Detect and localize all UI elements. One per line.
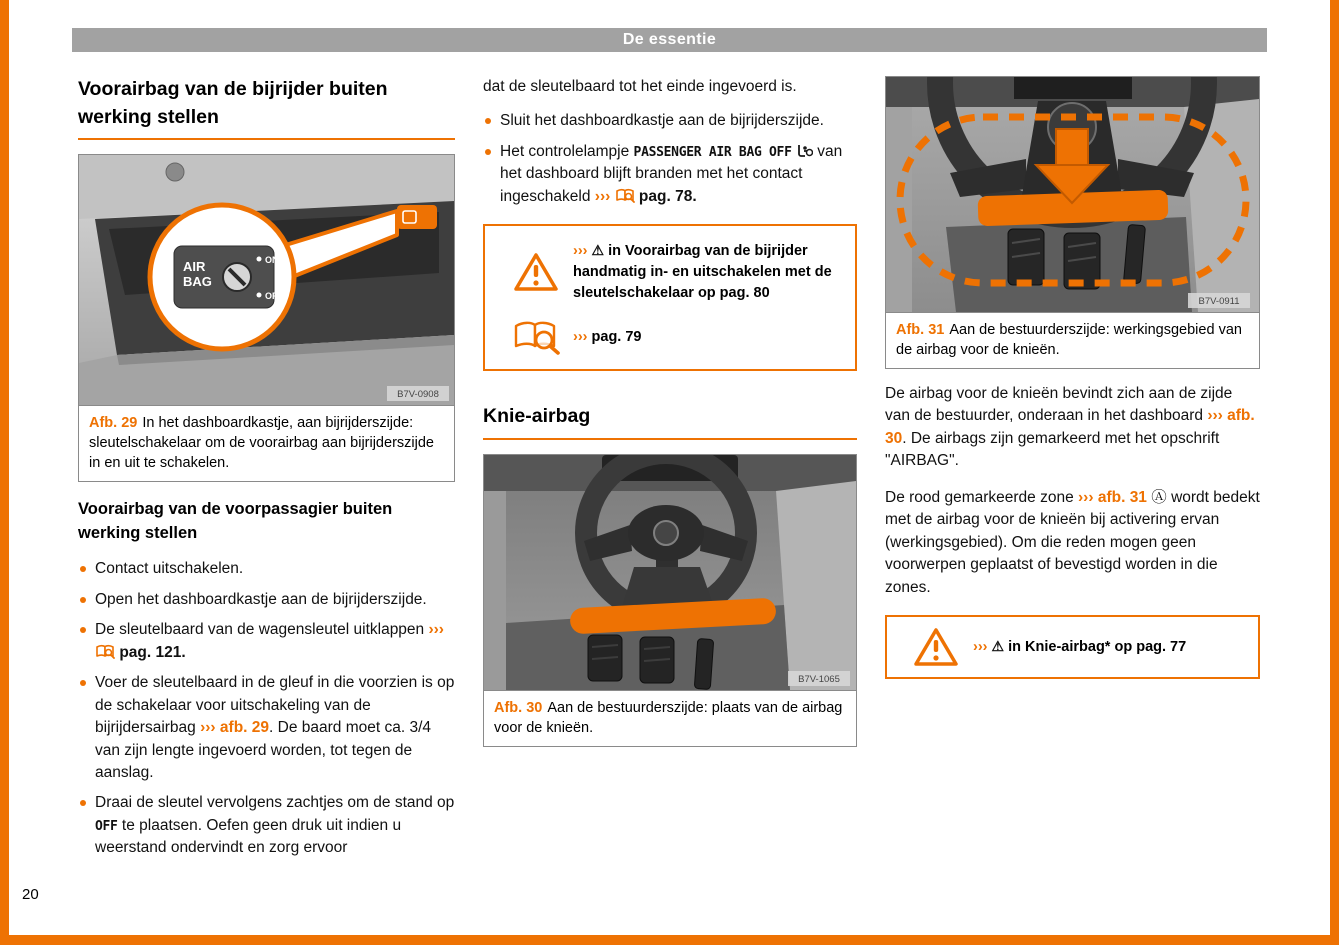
accelerator-pedal: [694, 639, 713, 690]
continuation-paragraph: dat de sleutelbaard tot het einde ingevoerd is.: [483, 78, 797, 95]
switch-label-air: AIR: [183, 259, 206, 275]
section-heading: Knie-airbag: [483, 405, 591, 428]
warning-reference-text: in Voorairbag van de bijrijder handmatig in- en uitschakelen met de sleutelschakelaar op pag. 80: [573, 243, 832, 302]
warning-row: [499, 240, 841, 304]
reference-chevrons: ›››: [573, 328, 588, 345]
list-item: [78, 558, 455, 580]
book-search-icon: [615, 188, 635, 203]
figure-code: B7V-0908: [397, 389, 439, 401]
heading-underline: [483, 438, 857, 440]
heading-underline: [78, 138, 455, 140]
list-item: [78, 619, 455, 664]
warning-text: [573, 327, 642, 348]
figure-29-caption: [79, 405, 454, 481]
page-number: 20: [22, 886, 39, 903]
column-left: [78, 76, 455, 868]
warning-triangle-inline-icon: ⚠: [991, 638, 1005, 655]
reference-chevrons: ›››: [573, 243, 588, 260]
figure-caption-text: Aan de bestuurderszijde: werkingsgebied van de airbag voor de knieën.: [896, 322, 1242, 358]
figure-code: B7V-0911: [1198, 296, 1240, 307]
warning-text: [973, 636, 1186, 658]
figure-29: [78, 154, 455, 482]
switch-label-bag: BAG: [183, 274, 212, 290]
figure-caption-text: In het dashboardkastje, aan bijrijderszijde: sleutelschakelaar om de voorairbag aan bijrijderszijde in en uit te schakelen.: [89, 415, 434, 472]
bullet-text: van het dashboard blijft branden met het contact ingeschakeld: [500, 142, 843, 205]
page-reference: pag. 78.: [638, 187, 697, 205]
section-heading: Voorairbag van de bijrijder buiten werking stellen: [78, 78, 388, 128]
figure-31-caption: [886, 312, 1259, 368]
bullet-text: te plaatsen. Oefen geen druk uit indien u weerstand ondervindt en zorg ervoor: [95, 816, 402, 857]
subsection-heading: Voorairbag van de voorpassagier buiten werking stellen: [78, 500, 393, 543]
bullet-text: Contact uitschakelen.: [95, 560, 244, 578]
paragraph-text: wordt bedekt met de airbag voor de knieën bij activering ervan (werkingsgebied). Om die reden mogen geen voorwerpen geplaatst of bevestigd worden in die zones.: [885, 488, 1260, 596]
instruction-list: [483, 110, 857, 208]
paragraph: [885, 487, 1260, 599]
warning-triangle-icon: [899, 627, 973, 667]
list-item: [78, 792, 455, 859]
steering-column: [622, 567, 714, 607]
figure-caption-text: Aan de bestuurderszijde: plaats van de airbag voor de knieën.: [494, 700, 843, 737]
warning-triangle-inline-icon: ⚠: [591, 242, 605, 259]
warning-text: [573, 240, 841, 304]
off-position-label: OFF: [95, 818, 118, 834]
passenger-airbag-off-indicator-icon: [796, 144, 813, 158]
book-search-icon: [499, 319, 573, 355]
reference-chevrons: ›››: [973, 639, 988, 656]
paragraph: [885, 383, 1260, 473]
page-reference: pag. 79: [591, 328, 642, 345]
reference-chevrons: ›››: [1078, 488, 1094, 506]
figure-29-illustration: [79, 155, 454, 405]
reference-chevrons: ›››: [594, 187, 611, 205]
bullet-text: De sleutelbaard van de wagensleutel uitklappen: [95, 621, 425, 639]
chapter-header-bar: [72, 28, 1267, 52]
warning-row: [899, 627, 1246, 667]
figure-30-illustration: [484, 455, 856, 690]
callout-a-badge: Ⓐ: [1151, 488, 1167, 506]
figure-30-caption: [484, 690, 856, 746]
warning-box: [483, 224, 857, 371]
book-search-icon: [95, 644, 115, 659]
bullet-text: Voer de sleutelbaard in de gleuf in die voorzien is op de schakelaar voor uitschakeling van de bijrijdersairbag: [95, 674, 455, 737]
list-item: [78, 589, 455, 611]
paragraph-text: . De airbags zijn gemarkeerd met het opschrift "AIRBAG".: [885, 429, 1220, 470]
figure-30: [483, 454, 857, 747]
reference-chevrons: ›››: [428, 621, 444, 639]
figure-label: Afb. 29: [89, 415, 138, 432]
page-reference: pag. 121.: [119, 643, 186, 661]
reference-chevrons: ›››: [1207, 407, 1223, 425]
page-edge-bottom: [0, 935, 1339, 945]
figure-reference: afb. 29: [219, 719, 270, 737]
paragraph-text: De airbag voor de knieën bevindt zich aan de zijde van de bestuurder, onderaan in het dashboard: [885, 385, 1233, 425]
column-right: [885, 76, 1260, 679]
center-console: [776, 481, 856, 690]
switch-off-label: OFF: [265, 291, 283, 302]
warning-reference-text: in Knie-airbag* op pag. 77: [1008, 639, 1187, 656]
figure-label: Afb. 31: [896, 322, 945, 338]
instruction-list: [78, 558, 455, 860]
list-item: [483, 141, 857, 208]
warning-box: [885, 615, 1260, 679]
reference-chevrons: ›››: [200, 719, 216, 737]
bullet-text: Sluit het dashboardkastje aan de bijrijderszijde.: [500, 112, 824, 130]
figure-31-illustration: [886, 77, 1259, 312]
column-middle: [483, 76, 857, 747]
warning-row: [499, 319, 841, 355]
list-item: [78, 672, 455, 784]
chapter-title: De essentie: [622, 31, 717, 48]
figure-reference: afb. 31: [1097, 488, 1147, 506]
figure-label: Afb. 30: [494, 700, 543, 717]
bullet-text: Open het dashboardkastje aan de bijrijderszijde.: [95, 590, 427, 608]
page-edge-left: [0, 0, 9, 945]
figure-31: [885, 76, 1260, 369]
page-edge-right: [1330, 0, 1339, 945]
paragraph-text: De rood gemarkeerde zone: [885, 488, 1074, 506]
bullet-text: Het controlelampje: [500, 142, 630, 160]
figure-reference: afb. 30: [885, 407, 1255, 447]
list-item: [483, 110, 857, 132]
bullet-text: . De baard moet ca. 3/4 van zijn lengte ingevoerd worden, tot tegen de aanslag.: [95, 719, 432, 781]
bullet-text: Draai de sleutel vervolgens zachtjes om de stand op: [95, 794, 455, 812]
figure-code: B7V-1065: [798, 674, 840, 686]
passenger-airbag-off-label: PASSENGER AIR BAG OFF: [633, 144, 792, 160]
switch-on-label: ON: [265, 255, 279, 266]
warning-triangle-icon: [499, 252, 573, 292]
